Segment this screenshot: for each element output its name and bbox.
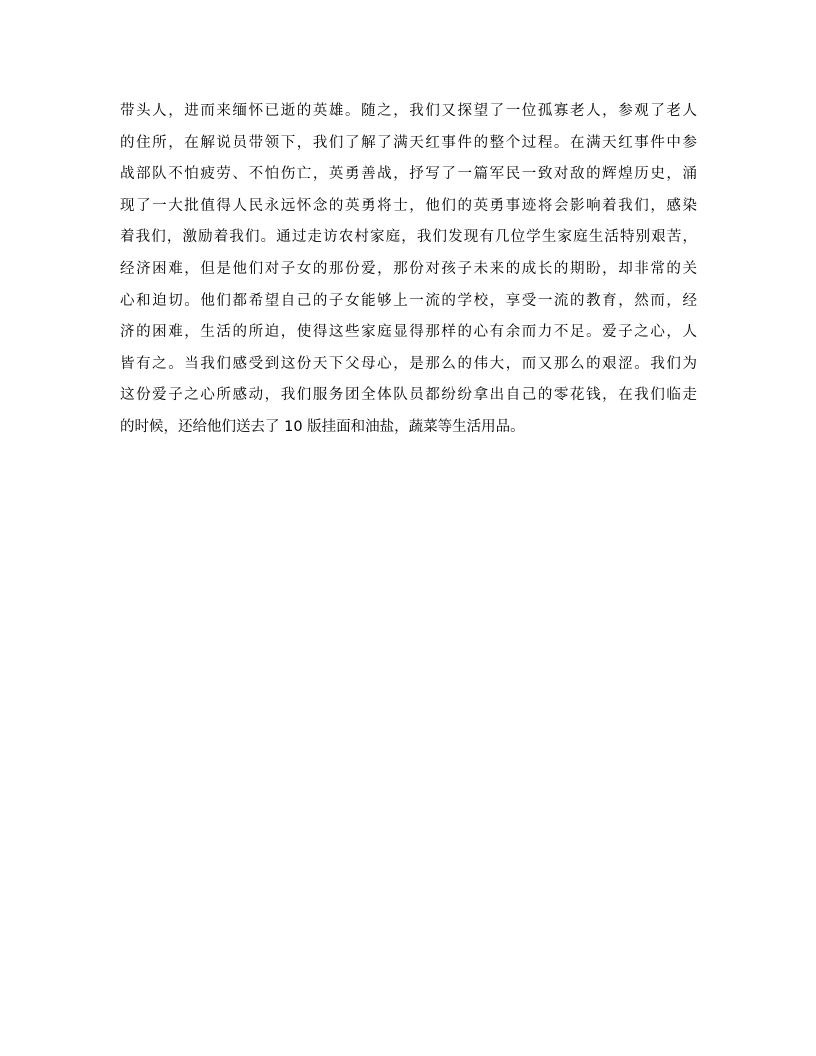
- paragraph-line-10: 这份爱子之心所感动，我们服务团全体队员都纷纷拿出自己的零花钱，在我们临走: [120, 387, 697, 404]
- paragraph-line-9: 皆有之。当我们感受到这份天下父母心，是那么的伟大，而又那么的艰涩。我们为: [120, 355, 697, 372]
- body-paragraph: [120, 96, 697, 444]
- paragraph-line-6: 经济困难，但是他们对子女的那份爱，那份对孩子未来的成长的期盼，却非常的关: [120, 260, 697, 277]
- paragraph-line-3: 战部队不怕疲劳、不怕伤亡，英勇善战，抒写了一篇军民一致对敌的辉煌历史，涌: [120, 166, 697, 183]
- paragraph-line-2: 的住所，在解说员带领下，我们了解了满天红事件的整个过程。在满天红事件中参: [120, 134, 697, 151]
- paragraph-line-11: 的时候，还给他们送去了 10 版挂面和油盐，蔬菜等生活用品。: [120, 418, 525, 435]
- paragraph-line-4: 现了一大批值得人民永远怀念的英勇将士，他们的英勇事迹将会影响着我们，感染: [120, 197, 697, 214]
- paragraph-line-1: 带头人，进而来缅怀已逝的英雄。随之，我们又探望了一位孤寡老人，参观了老人: [120, 103, 697, 119]
- paragraph-line-5: 着我们，激励着我们。通过走访农村家庭，我们发现有几位学生家庭生活特别艰苦，: [120, 229, 697, 246]
- paragraph-line-8: 济的困难，生活的所迫，使得这些家庭显得那样的心有余而力不足。爱子之心，人: [120, 324, 697, 341]
- paragraph-line-7: 心和迫切。他们都希望自己的子女能够上一流的学校，享受一流的教育，然而，经: [120, 292, 697, 309]
